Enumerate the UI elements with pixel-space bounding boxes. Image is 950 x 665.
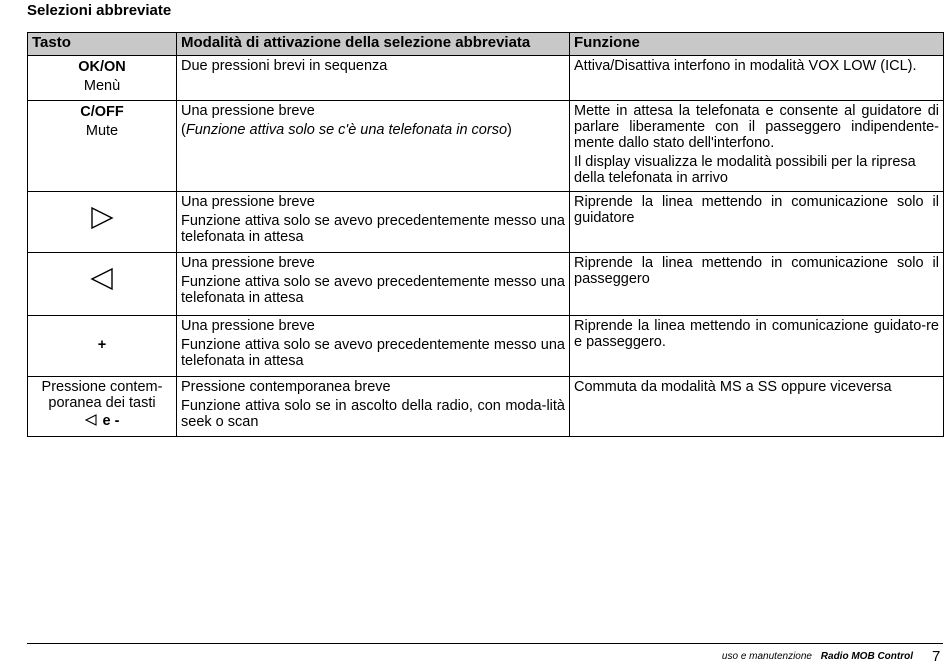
- function-cell: [570, 253, 944, 316]
- function-cell: [570, 377, 944, 437]
- mode-text: Una pressione breve: [181, 103, 315, 119]
- mode-cell: [177, 192, 570, 253]
- function-text: Riprende la linea mettendo in comunicazione guidato-re e passeggero.: [574, 318, 939, 350]
- key-sublabel: Mute: [85, 123, 119, 139]
- header-mode: Modalità di attivazione della selezione abbreviata: [177, 33, 570, 56]
- key-label: OK/ON: [78, 59, 126, 75]
- mode-note: [181, 122, 565, 138]
- mode-text: Una pressione breve: [181, 318, 315, 334]
- table-row: [28, 377, 944, 437]
- key-cell: [28, 56, 177, 101]
- paren-open: (: [181, 122, 186, 138]
- function-text: Commuta da modalità MS a SS oppure viceversa: [574, 379, 892, 395]
- key-label: +: [97, 337, 107, 353]
- function-cell: [570, 101, 944, 192]
- table-row: [28, 253, 944, 316]
- mode-note: Funzione attiva solo se in ascolto della radio, con moda-lità seek o scan: [181, 398, 565, 430]
- triangle-right-icon: [90, 206, 114, 230]
- mode-text: Una pressione breve: [181, 255, 315, 271]
- mode-note: Funzione attiva solo se avevo precedentemente messo una telefonata in attesa: [181, 337, 565, 369]
- header-function: Funzione: [570, 33, 944, 56]
- paren-close: ): [507, 122, 512, 138]
- function-text: Attiva/Disattiva interfono in modalità VOX LOW (ICL).: [574, 58, 917, 74]
- mode-cell: [177, 101, 570, 192]
- table-row: [28, 316, 944, 377]
- footer-text: [722, 651, 913, 662]
- footer-rule: [27, 643, 943, 644]
- mode-text: Pressione contemporanea breve: [181, 379, 391, 395]
- mode-note: Funzione attiva solo se avevo precedentemente messo una telefonata in attesa: [181, 274, 565, 306]
- mode-text: Una pressione breve: [181, 194, 315, 210]
- triangle-left-icon: [85, 414, 97, 426]
- key-cell: [28, 377, 177, 437]
- mode-text: Due pressioni brevi in sequenza: [181, 58, 388, 74]
- footer-right: Radio MOB Control: [820, 651, 913, 662]
- function-text: Riprende la linea mettendo in comunicazione solo il guidatore: [574, 194, 939, 226]
- footer-left: uso e manutenzione: [721, 651, 812, 662]
- mode-cell: [177, 56, 570, 101]
- shortcut-table: [27, 32, 944, 437]
- key-combo: [85, 413, 120, 429]
- key-cell: [28, 253, 177, 316]
- key-cell: [28, 101, 177, 192]
- mode-note: Funzione attiva solo se avevo precedentemente messo una telefonata in attesa: [181, 213, 565, 245]
- key-cell: [28, 316, 177, 377]
- key-combo-label: e -: [102, 413, 120, 429]
- function-cell: [570, 56, 944, 101]
- key-cell: [28, 192, 177, 253]
- header-key: Tasto: [28, 33, 177, 56]
- mode-note-italic: Funzione attiva solo se c'è una telefonata in corso: [185, 122, 508, 138]
- table-row: [28, 56, 944, 101]
- function-text: Riprende la linea mettendo in comunicazione solo il passeggero: [574, 255, 939, 287]
- key-label: C/OFF: [80, 104, 124, 120]
- table-header-row: [28, 33, 944, 56]
- function-text-2: Il display visualizza le modalità possibili per la ripresa della telefonata in arrivo: [574, 154, 916, 186]
- mode-cell: [177, 316, 570, 377]
- key-sublabel: Menù: [83, 78, 121, 94]
- function-cell: [570, 316, 944, 377]
- table-row: [28, 192, 944, 253]
- section-title: Selezioni abbreviate: [27, 2, 172, 19]
- function-cell: [570, 192, 944, 253]
- table-row: [28, 101, 944, 192]
- key-text: Pressione contem-poranea dei tasti: [41, 379, 163, 411]
- page-number: 7: [932, 648, 941, 665]
- mode-cell: [177, 253, 570, 316]
- function-text: Mette in attesa la telefonata e consente al guidatore di parlare liberamente con il passeggero indipendente-mente dallo stato dell'interfono.: [574, 103, 939, 151]
- mode-cell: [177, 377, 570, 437]
- triangle-left-icon: [90, 267, 114, 291]
